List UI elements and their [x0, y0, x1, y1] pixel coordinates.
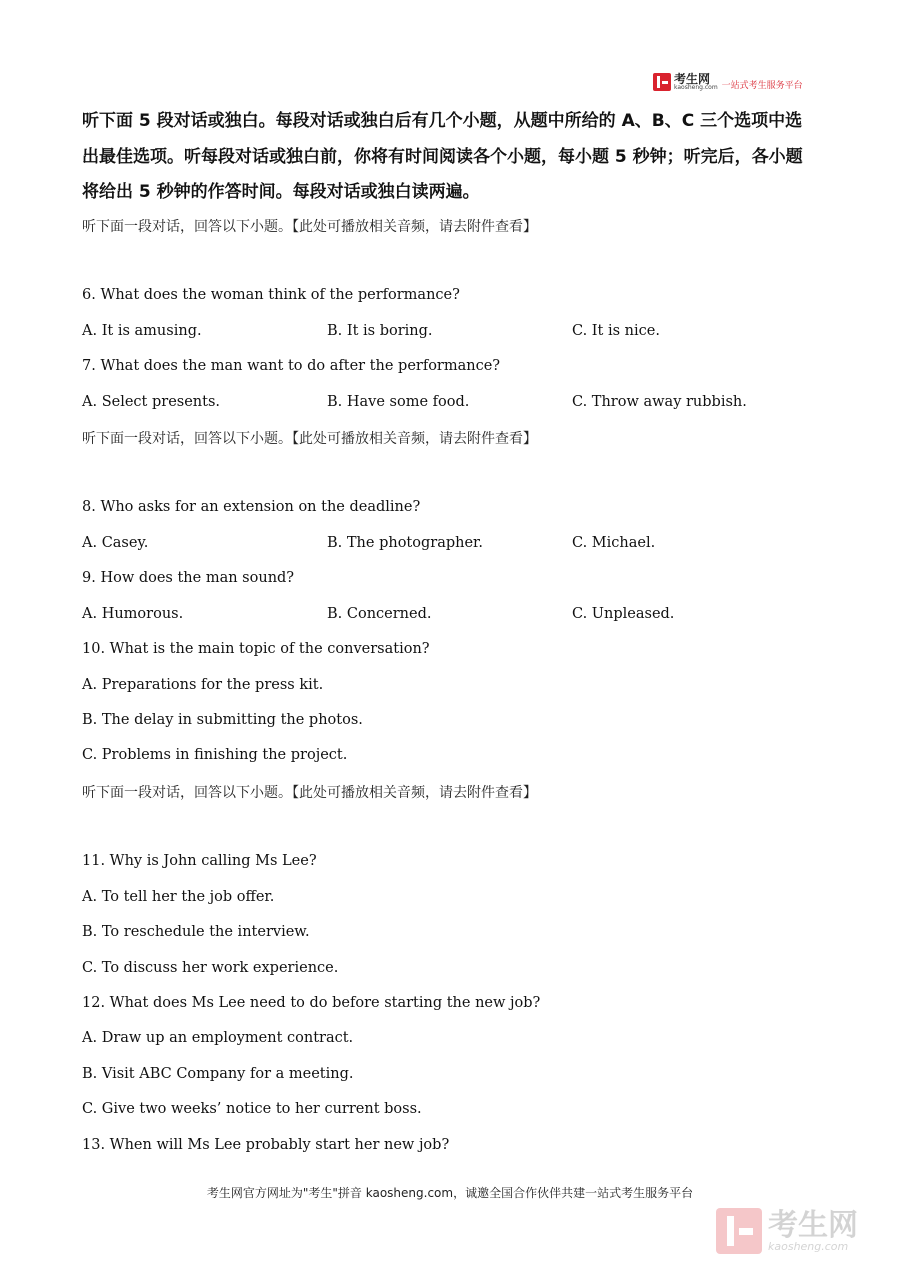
question-stem: 13. When will Ms Lee probably start her new job? [82, 1137, 450, 1153]
section-instructions: 听下面 5 段对话或独白。每段对话或独白后有几个小题，从题中所给的 A、B、C 三个选项中选出最佳选项。听每段对话或独白前，你将有时间阅读各个小题，每小题 5 秒钟；听完后，各小题将给出 5 秒钟的作答时间。每段对话或独白读两遍。 [82, 111, 803, 202]
option-b: B. Concerned. [327, 606, 432, 622]
option-b: B. Have some food. [327, 394, 470, 410]
question-stem: 6. What does the woman think of the performance? [82, 287, 460, 303]
option-c: C. To discuss her work experience. [82, 960, 339, 976]
header-slogan: 一站式考生服务平台 [721, 81, 803, 91]
logo-name: 考生网 [674, 71, 711, 86]
option-c: C. Throw away rubbish. [572, 394, 747, 410]
question-stem: 9. How does the man sound? [82, 570, 295, 586]
option-a: A. It is amusing. [82, 323, 202, 339]
option-a: A. Select presents. [82, 394, 221, 410]
option-b: B. To reschedule the interview. [82, 924, 310, 940]
audio-prompt: 听下面一段对话，回答以下小题。【此处可播放相关音频，请去附件查看】 [82, 431, 537, 447]
option-c: C. It is nice. [572, 323, 660, 339]
watermark-domain: kaosheng.com [768, 1239, 849, 1253]
option-a: A. Humorous. [82, 606, 184, 622]
audio-prompt: 听下面一段对话，回答以下小题。【此处可播放相关音频，请去附件查看】 [82, 785, 537, 801]
logo-domain: kaosheng.com [674, 83, 718, 91]
option-a: A. Draw up an employment contract. [82, 1030, 354, 1046]
watermark-name: 考生网 [768, 1207, 858, 1243]
option-c: C. Unpleased. [572, 606, 675, 622]
option-c: C. Give two weeks’ notice to her current boss. [82, 1101, 422, 1117]
option-a: A. Preparations for the press kit. [82, 677, 324, 693]
page-footer: 考生网官方网址为"考生"拼音 kaosheng.com，诚邀全国合作伙伴共建一站式考生服务平台 [206, 1186, 694, 1200]
option-c: C. Michael. [572, 535, 656, 551]
question-stem: 10. What is the main topic of the conversation? [82, 641, 430, 657]
option-a: A. Casey. [82, 535, 149, 551]
watermark [716, 1208, 858, 1254]
kaosheng-logo-icon [653, 73, 671, 91]
audio-prompt: 听下面一段对话，回答以下小题。【此处可播放相关音频，请去附件查看】 [82, 219, 537, 235]
question-stem: 11. Why is John calling Ms Lee? [82, 853, 317, 869]
question-stem: 7. What does the man want to do after the performance? [82, 358, 501, 374]
option-c: C. Problems in finishing the project. [82, 747, 348, 763]
option-b: B. It is boring. [327, 323, 433, 339]
option-b: B. Visit ABC Company for a meeting. [82, 1066, 354, 1082]
question-stem: 12. What does Ms Lee need to do before starting the new job? [82, 995, 541, 1011]
kaosheng-watermark-icon [716, 1208, 762, 1254]
option-b: B. The delay in submitting the photos. [82, 712, 363, 728]
question-stem: 8. Who asks for an extension on the deadline? [82, 499, 421, 515]
option-b: B. The photographer. [327, 535, 483, 551]
header-logo[interactable] [653, 72, 803, 91]
option-a: A. To tell her the job offer. [82, 889, 275, 905]
